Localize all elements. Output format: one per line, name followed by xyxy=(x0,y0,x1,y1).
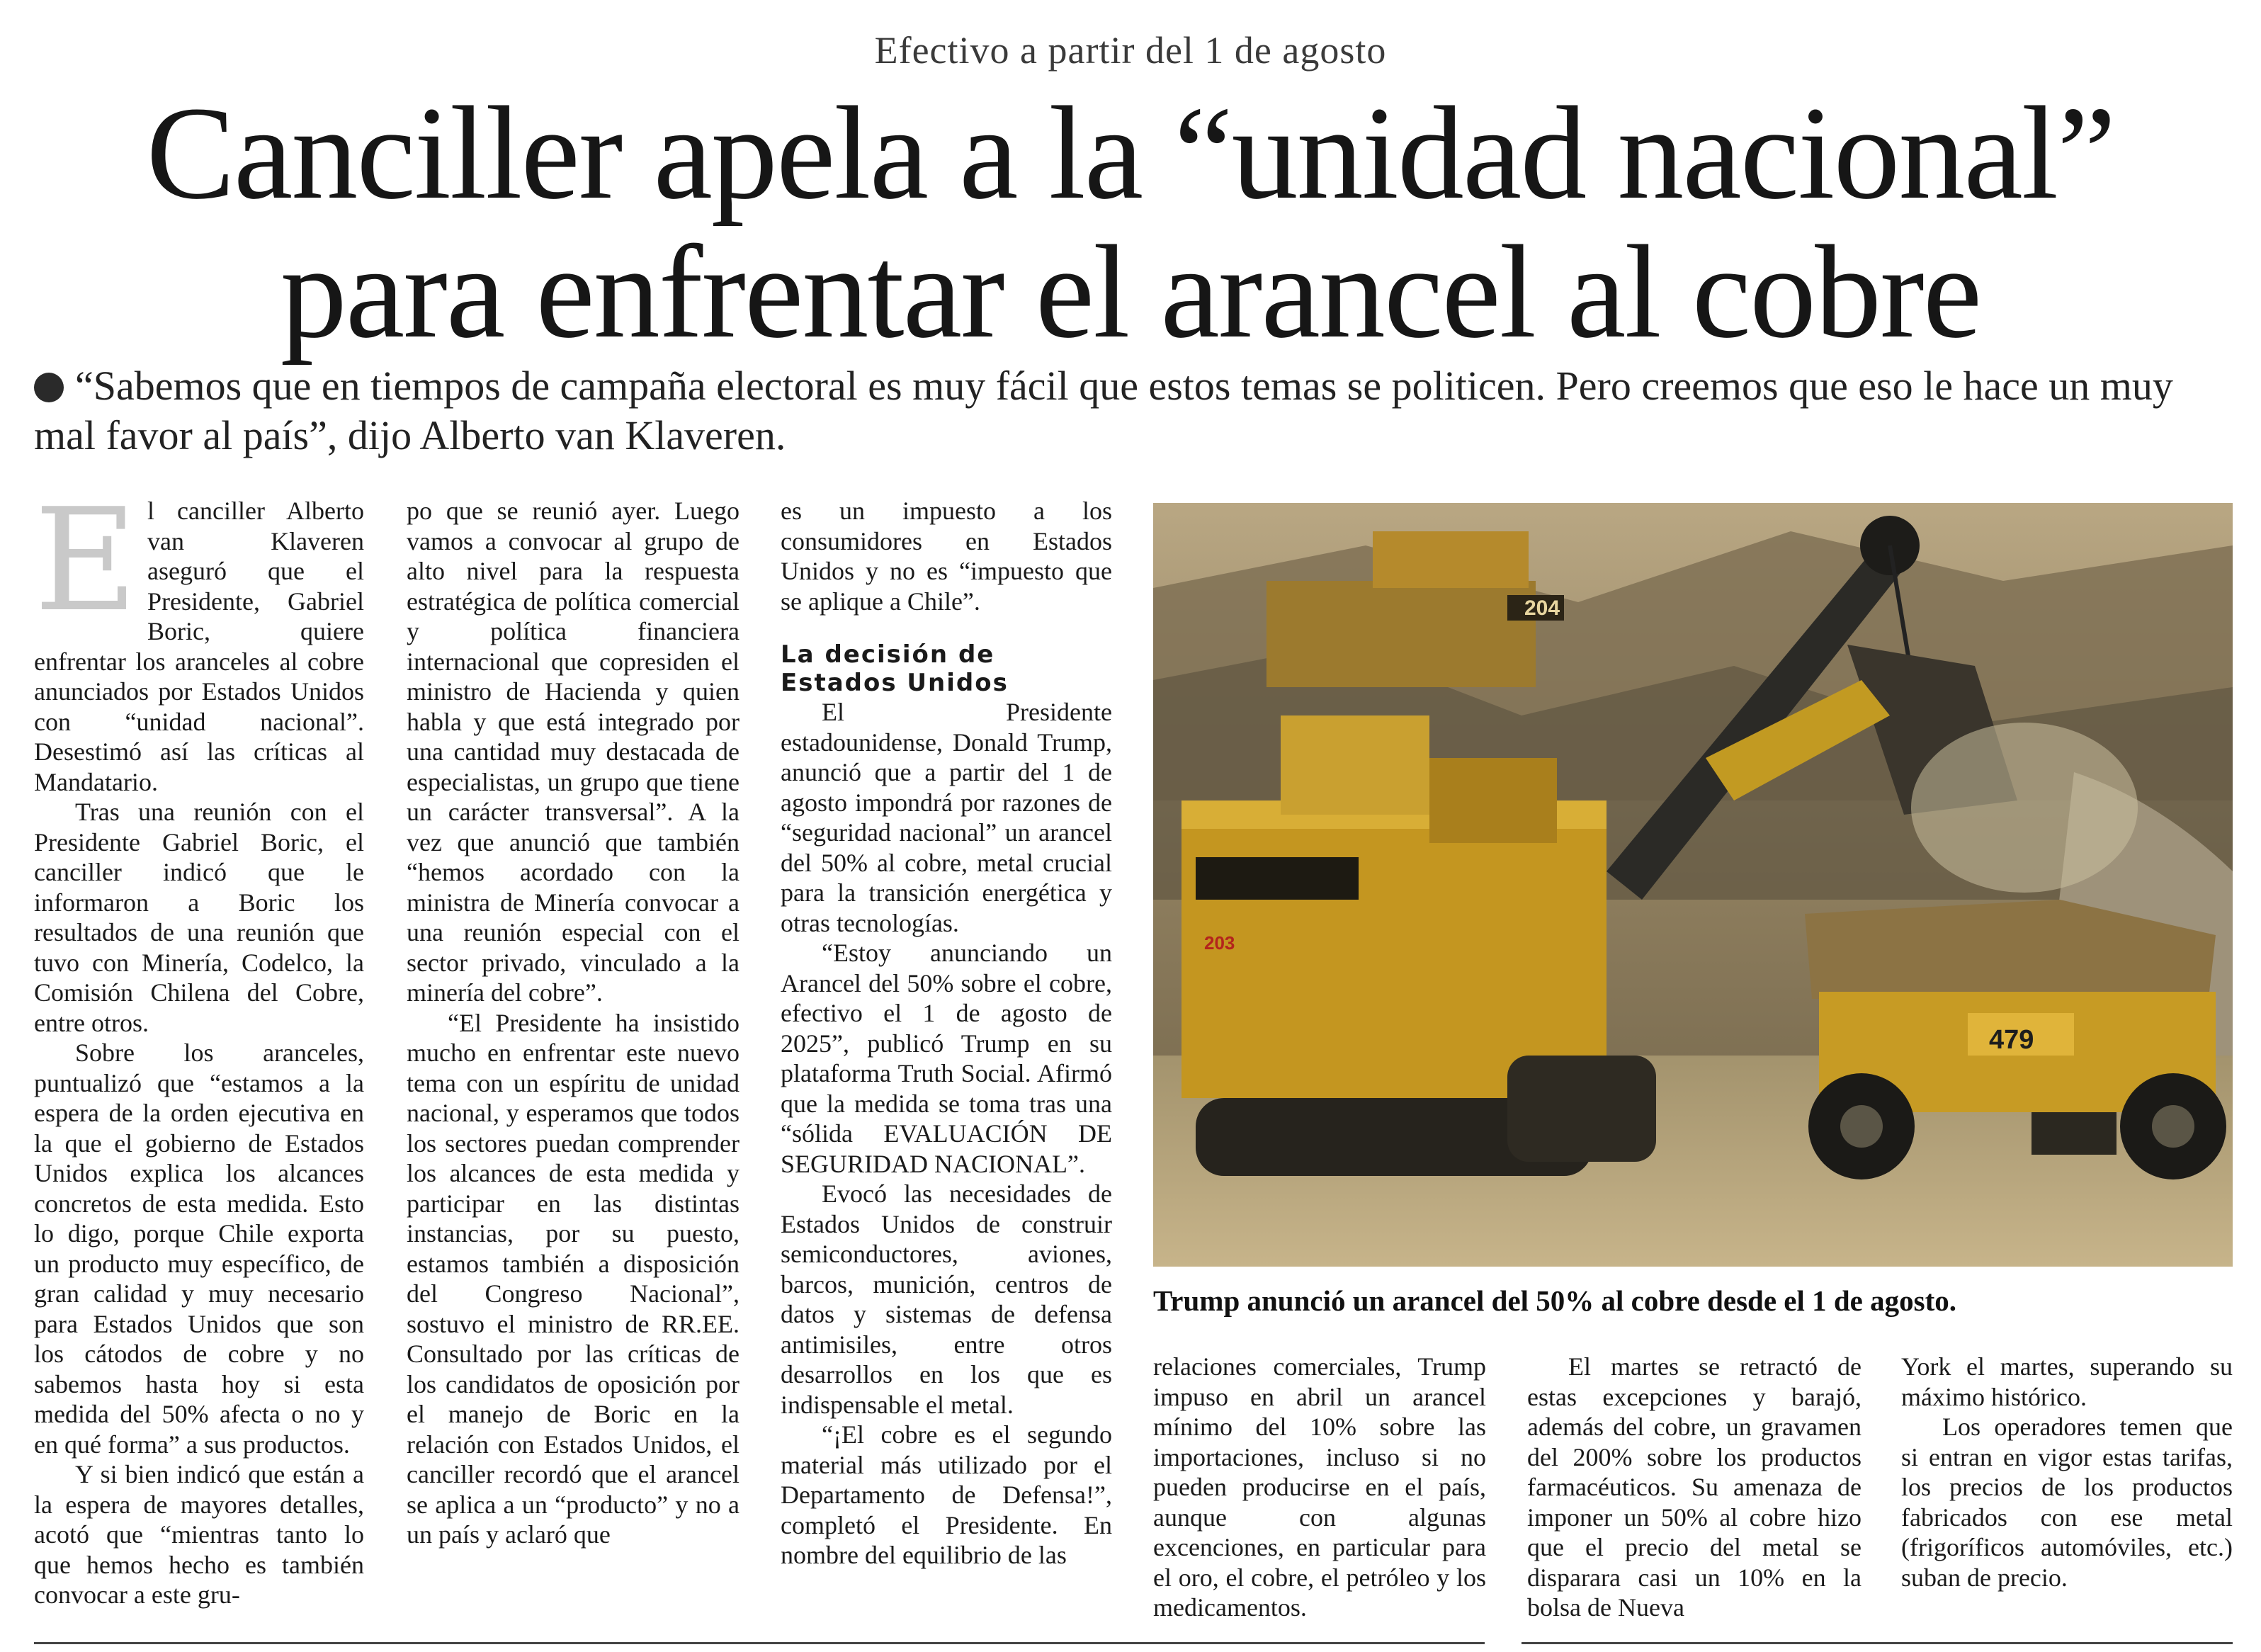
photo-caption: Trump anunció un arancel del 50% al cobre desde el 1 de agosto. xyxy=(1153,1284,1956,1317)
subheading: La decisión de Estados Unidos xyxy=(781,640,1009,697)
mining-photo xyxy=(1153,503,2233,1267)
article-column-5 xyxy=(1527,1352,1862,1628)
drop-cap: E xyxy=(34,496,137,643)
article-column-4 xyxy=(1153,1352,1486,1628)
article-column-3 xyxy=(781,496,1112,1622)
paragraph: l canciller Alberto van Klaveren aseguró que el Presidente, Gabriel Boric, quiere enfrentar los aranceles al cobre anunciados por Estados Unidos con “unidad nacional”. Desestimó así las críticas al Mandatario. xyxy=(34,497,364,796)
paragraph: relaciones comerciales, Trump impuso en abril un arancel mínimo del 10% sobre las importaciones, incluso si no pueden producirse en el país, aunque con algunas excenciones, en particular para el oro, el cobre, el petróleo y los medicamentos. xyxy=(1153,1352,1486,1622)
article-column-2 xyxy=(407,496,740,1622)
bottom-rule-left xyxy=(34,1642,1485,1644)
paragraph: “El Presidente ha insistido mucho en enfrentar este nuevo tema con un espíritu de unidad nacional, y esperamos que todos los sectores puedan comprender los alcances de esta medida y participar en las distintas instancias, por su puesto, estamos también a disposición del Congreso Nacional”, sostuvo el ministro de RR.EE. Consultado por las críticas de los candidatos de oposición por el manejo de Boric en la relación con Estados Unidos, el canciller recordó que el arancel se aplica a un “producto” y no a un país y aclaró que xyxy=(407,1008,740,1549)
paragraph: “Estoy anunciando un Arancel del 50% sobre el cobre, efectivo el 1 de agosto de 2025”, publicó Trump en su plataforma Truth Social. Afirmó que la medida se toma tras una “sólida EVALUACIÓN DE SEGURIDAD NACIONAL”. xyxy=(781,939,1112,1178)
paragraph: Los operadores temen que si entran en vigor estas tarifas, los precios de los productos fabricados con ese metal (frigoríficos automóviles, etc.) suban de precio. xyxy=(1901,1413,2233,1592)
headline xyxy=(0,79,2261,366)
paragraph: es un impuesto a los consumidores en Estados Unidos y no es “impuesto que se aplique a Chile”. xyxy=(781,497,1112,616)
article-column-6 xyxy=(1901,1352,2233,1628)
paragraph: “¡El cobre es el segundo material más utilizado por el Departamento de Defensa!”, completó el Presidente. En nombre del equilibrio de las xyxy=(781,1420,1112,1569)
deck-summary: “Sabemos que en tiempos de campaña electoral es muy fácil que estos temas se politicen. Pero creemos que eso le hace un muy mal favor al país”, dijo Alberto van Klaveren. xyxy=(34,363,2173,458)
paragraph: Sobre los aranceles, puntualizó que “estamos a la espera de la orden ejecutiva en la que el gobierno de Estados Unidos explica los alcances concretos de esta medida. Esto lo digo, porque Chile exporta un producto muy específico, de gran calidad y muy necesario para Estados Unidos que son los cátodos de cobre y no sabemos hasta hoy si esta medida del 50% afecta o no y en qué forma” a sus productos. xyxy=(34,1039,364,1459)
kicker: Efectivo a partir del 1 de agosto xyxy=(874,29,1387,72)
paragraph: Y si bien indicó que están a la espera de mayores detalles, acotó que “mientras tanto lo que hemos hecho es también convocar a este gru- xyxy=(34,1460,364,1609)
paragraph: po que se reunió ayer. Luego vamos a convocar al grupo de alto nivel para la respuesta estratégica de política comercial y política financiera internacional que copresiden el ministro de Hacienda y quien habla y que está integrado por una cantidad muy destacada de especialistas, un grupo que tiene un carácter transversal”. A la vez que anunció que también “hemos acordado con la ministra de Minería convocar a una reunión especial con el sector privado, vinculado a la minería del cobre”. xyxy=(407,497,740,1007)
bottom-rule-right xyxy=(1522,1642,2233,1644)
paragraph: Evocó las necesidades de Estados Unidos de construir semiconductores, aviones, barcos, munición, centros de datos y sistemas de defensa antimisiles, entre otros desarrollos en los que es indispensable el metal. xyxy=(781,1179,1112,1419)
article-column-1 xyxy=(34,496,364,1622)
shovel-number: 203 xyxy=(1204,932,1235,954)
headline-line-2: para enfrentar el arancel al cobre xyxy=(280,217,1981,366)
paragraph: Tras una reunión con el Presidente Gabriel Boric, el canciller indicó que le informaron a Boric los resultados de una reunión que tuvo con Minería, Codelco, la Comisión Chilena del Cobre, entre otros. xyxy=(34,798,364,1037)
truck-number: 479 xyxy=(1989,1025,2034,1055)
paragraph: El martes se retractó de estas excepciones y barajó, además del cobre, un gravamen del 200% sobre los productos farmacéuticos. Su amenaza de imponer un 50% al cobre hizo que el precio del metal se disparara casi un 10% en la bolsa de Nueva xyxy=(1527,1352,1862,1622)
headline-line-1: Canciller apela a la “unidad nacional” xyxy=(146,79,2115,227)
paragraph: York el martes, superando su máximo histórico. xyxy=(1901,1352,2233,1411)
paragraph: El Presidente estadounidense, Donald Trump, anunció que a partir del 1 de agosto impondrá por razones de “seguridad nacional” un arancel del 50% al cobre, metal crucial para la transición energética y otras tecnologías. xyxy=(781,698,1112,937)
truck-top-number: 204 xyxy=(1524,596,1560,620)
